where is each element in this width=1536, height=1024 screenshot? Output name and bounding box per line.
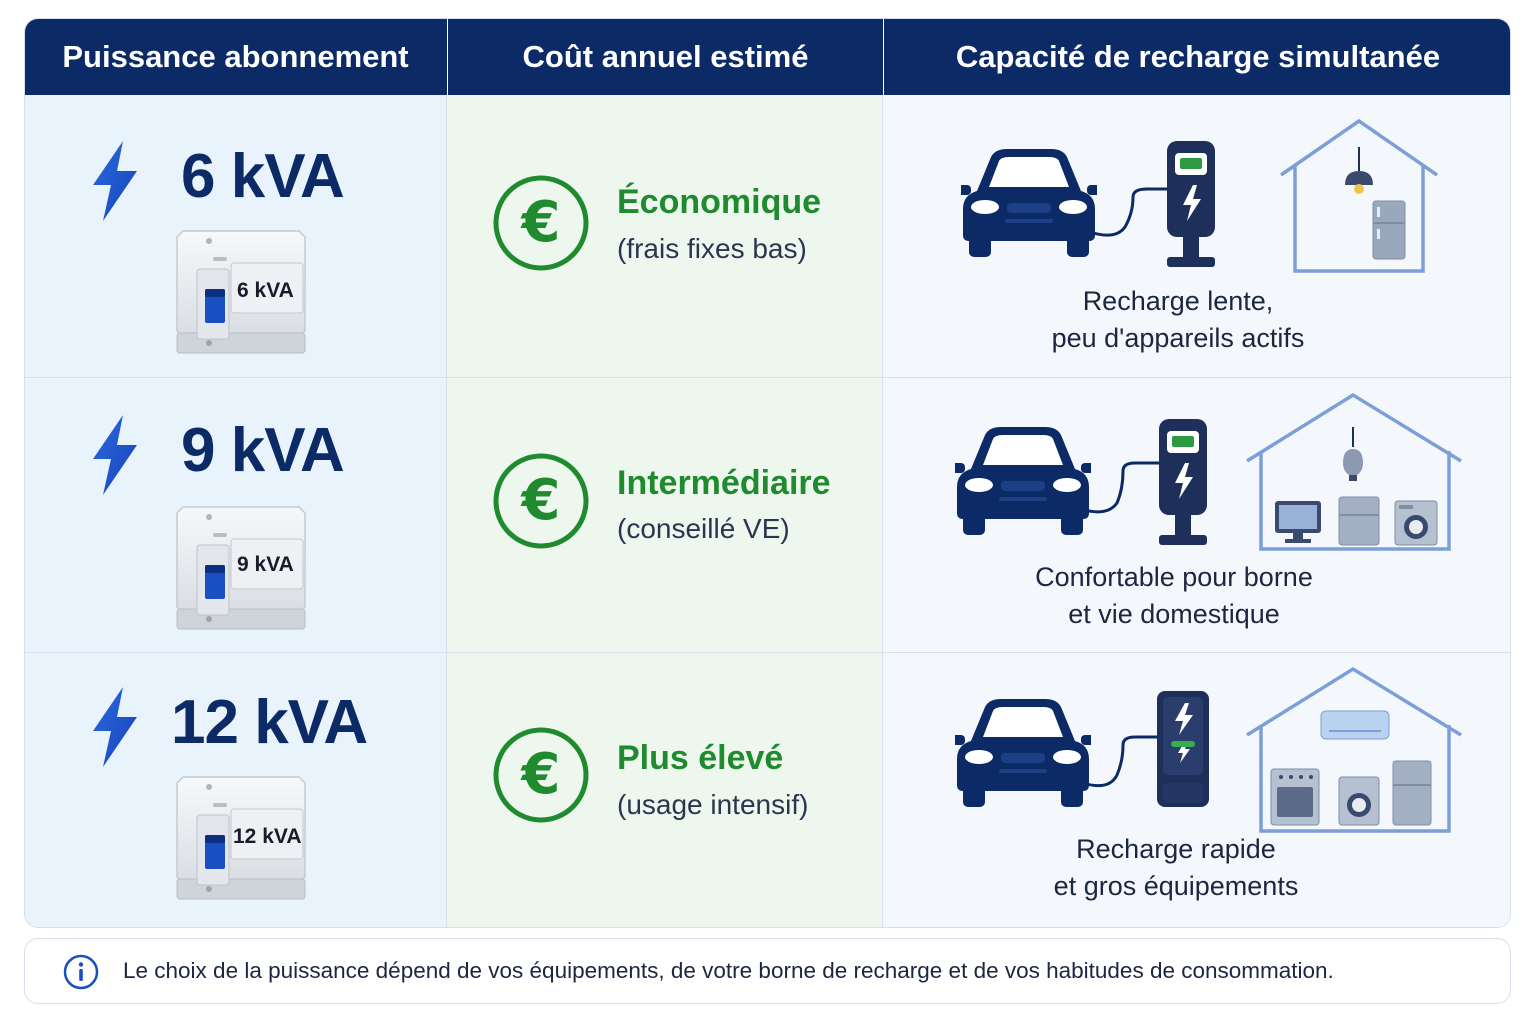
capacity-caption	[981, 831, 1371, 905]
cost-detail: (usage intensif)	[617, 789, 809, 820]
table-header	[25, 19, 1511, 95]
car-icon	[955, 697, 1091, 809]
charging-station-icon	[1161, 139, 1221, 269]
car-icon	[961, 147, 1097, 259]
caption-line: Confortable pour borne	[1035, 562, 1313, 592]
lightning-bolt-icon	[89, 415, 141, 495]
charging-cable-icon	[1079, 459, 1161, 519]
caption-line: peu d'appareils actifs	[1051, 323, 1305, 353]
house-icon	[1277, 117, 1441, 273]
row-divider	[25, 652, 1511, 653]
cost-level: Intermédiaire	[617, 464, 831, 502]
note-text: Le choix de la puissance dépend de vos équipements, de votre borne de recharge et de vos habitudes de consommation.	[123, 958, 1334, 983]
breaker-label: 12 kVA	[233, 825, 302, 848]
caption-line: Recharge rapide	[1076, 834, 1276, 864]
header-cost: Coût annuel estimé	[447, 19, 883, 95]
lightning-bolt-icon	[89, 141, 141, 221]
info-note	[24, 938, 1511, 1004]
cost-detail: (conseillé VE)	[617, 513, 790, 544]
breaker-label: 6 kVA	[237, 279, 294, 302]
euro-icon	[491, 173, 591, 273]
power-value: 6 kVA	[181, 142, 344, 211]
charging-cable-icon	[1081, 731, 1161, 791]
power-value: 12 kVA	[171, 688, 368, 757]
euro-icon	[491, 725, 591, 825]
header-capacity: Capacité de recharge simultanée	[883, 19, 1511, 95]
fast-charging-station-icon	[1153, 689, 1213, 809]
power-comparison-table	[24, 18, 1511, 928]
cost-detail: (frais fixes bas)	[617, 233, 807, 264]
euro-icon	[491, 451, 591, 551]
cost-level: Plus élevé	[617, 739, 784, 777]
capacity-caption	[979, 559, 1369, 633]
breaker-label: 9 kVA	[237, 553, 294, 576]
lightning-bolt-icon	[89, 687, 141, 767]
caption-line: et vie domestique	[1068, 599, 1280, 629]
header-power: Puissance abonnement	[62, 39, 409, 74]
caption-line: Recharge lente,	[1082, 286, 1274, 316]
car-icon	[955, 425, 1091, 537]
row-divider	[25, 377, 1511, 378]
charging-station-icon	[1153, 417, 1213, 547]
house-icon	[1243, 665, 1465, 833]
house-icon	[1243, 391, 1465, 551]
capacity-caption	[983, 283, 1373, 357]
info-icon	[63, 954, 99, 990]
power-value: 9 kVA	[181, 416, 344, 485]
cost-level: Économique	[617, 183, 822, 221]
caption-line: et gros équipements	[1053, 871, 1299, 901]
